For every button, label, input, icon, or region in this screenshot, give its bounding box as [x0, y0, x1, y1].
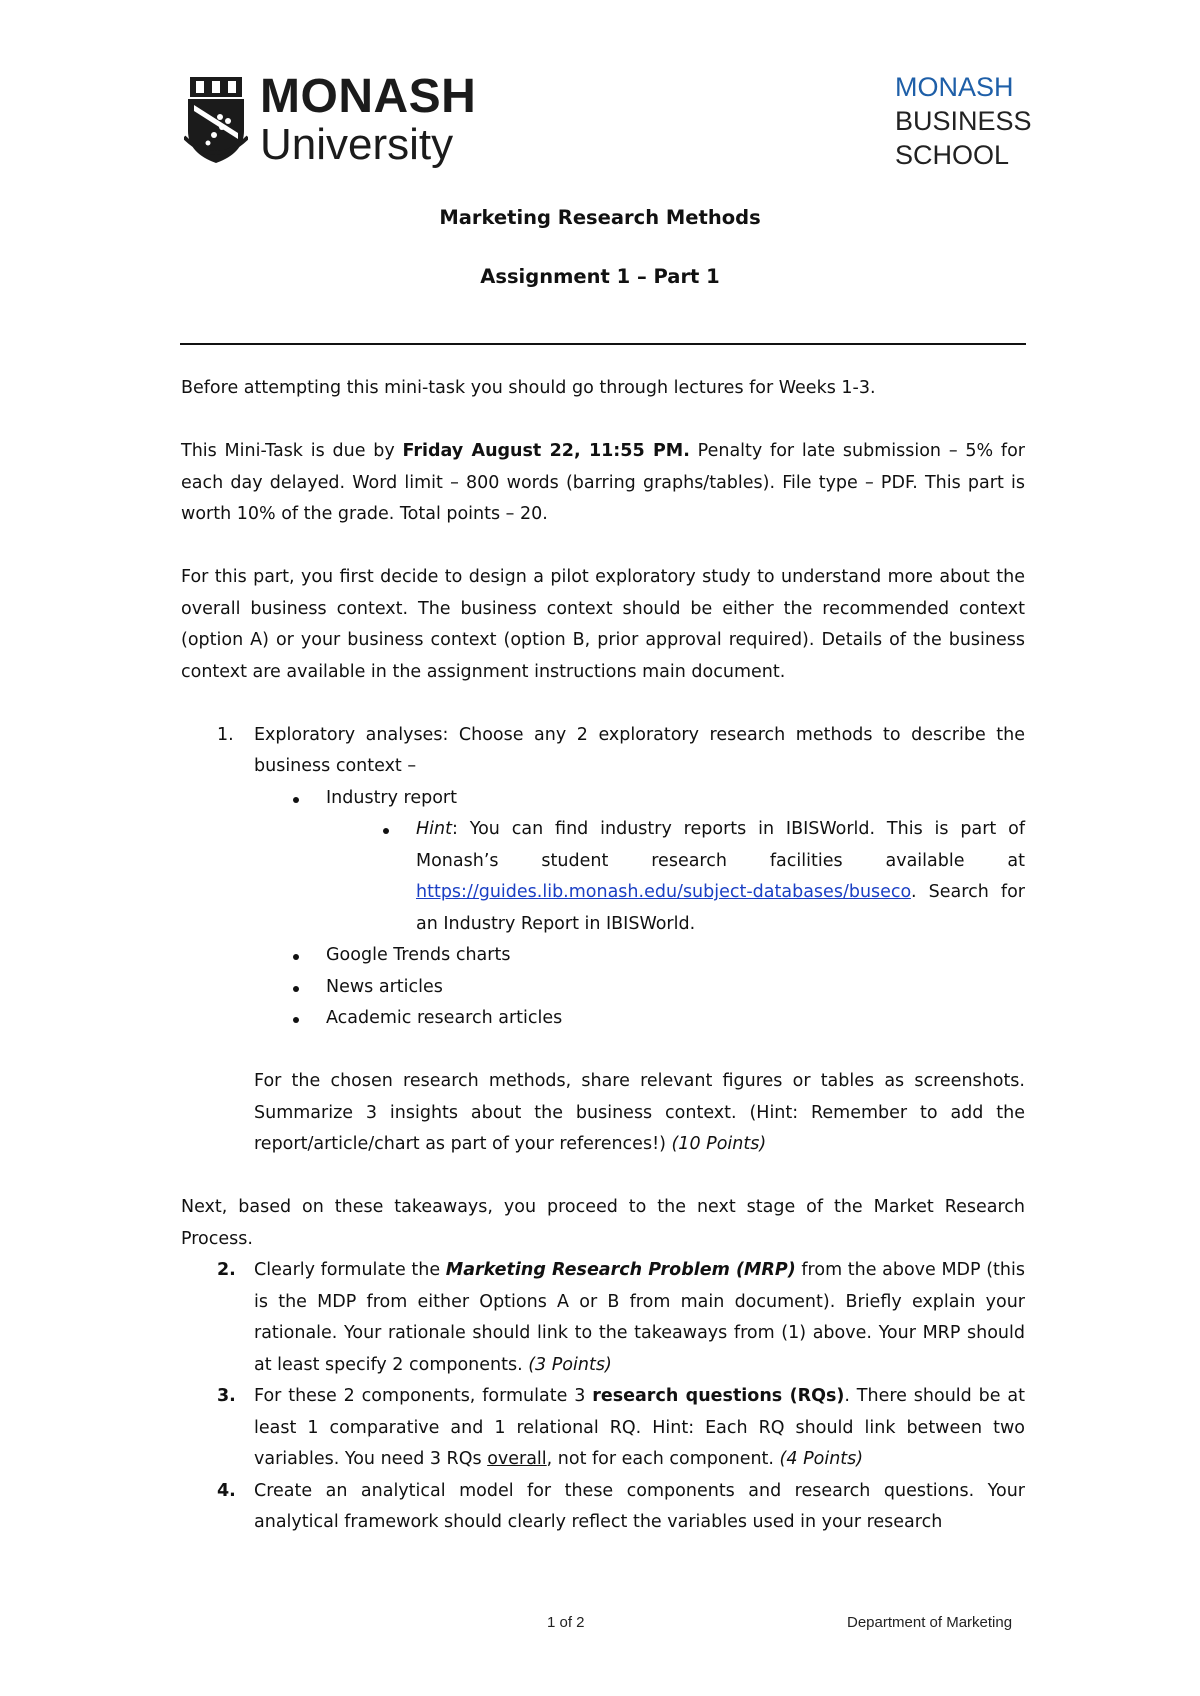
- task-item-1: [181, 720, 1025, 783]
- hint-item: Hint: You can find industry reports in IBISWorld. This is part of Monash’s student research facilities available at https://guides.lib.monash.edu/subject-databases/buseco. Search for an Industry Report in IBISWorld.: [181, 814, 1025, 940]
- task-item-4: 4. Create an analytical model for these components and research questions. Your analytical framework should clearly reflect the variables used in your research: [181, 1476, 1025, 1539]
- item-number: 2.: [217, 1260, 236, 1280]
- bullet-icon: [383, 828, 389, 834]
- document-subtitle: Assignment 1 – Part 1: [480, 265, 720, 288]
- points-label: (4 Points): [779, 1449, 864, 1469]
- logo-right-line3: SCHOOL: [895, 140, 1010, 170]
- task-item-2: 2. Clearly formulate the Marketing Research Problem (MRP) from the above MDP (this is the MDP from either Options A or B from main document). Briefly explain your rationale. Your rationale should link to the takeaways from (1) above. Your MRP should at least specify 2 components. (3 Points): [181, 1255, 1025, 1381]
- item1-followup: For the chosen research methods, share relevant figures or tables as screenshots. Summarize 3 insights about the business context. (Hint: Remember to add the report/article/chart as part of your references!) (10 Points): [254, 1071, 1025, 1154]
- ibisworld-link[interactable]: https://guides.lib.monash.edu/subject-databases/buseco: [416, 882, 911, 902]
- next-paragraph: Next, based on these takeaways, you proceed to the next stage of the Market Research Process.: [181, 1197, 1025, 1249]
- header-divider: [180, 343, 1026, 345]
- bullet-icon: [293, 797, 299, 803]
- list-item: Industry report: [181, 783, 1025, 815]
- footer-department: Department of Marketing: [847, 1614, 1013, 1631]
- points-label: (3 Points): [528, 1354, 612, 1375]
- monash-business-school-logo: [895, 70, 1032, 172]
- bullet-icon: [293, 1017, 299, 1023]
- list-item: Academic research articles: [181, 1003, 1025, 1035]
- logo-right-line1: MONASH: [895, 72, 1014, 102]
- document-body: [181, 373, 1025, 1539]
- context-paragraph: For this part, you first decide to design a pilot exploratory study to understand more about the overall business context. The business context should be either the recommended context (option A) or your business context (option B, prior approval required). Details of the business context are available in the assignment instructions main document.: [181, 567, 1025, 682]
- item-number: 4.: [217, 1480, 236, 1501]
- bullet-icon: [293, 986, 299, 992]
- points-label: (10 Points): [671, 1134, 767, 1154]
- list-item: News articles: [181, 972, 1025, 1004]
- due-date: Friday August 22, 11:55 PM.: [402, 441, 690, 461]
- monash-crest-icon: [184, 77, 248, 163]
- document-title: Marketing Research Methods: [439, 206, 761, 229]
- task-item-3: 3. For these 2 components, formulate 3 research questions (RQs). There should be at least 1 comparative and 1 relational RQ. Hint: Each RQ should link between two variables. You need 3 RQs overall, not for each component. (4 Points): [181, 1381, 1025, 1476]
- logo-right-line2: BUSINESS: [895, 106, 1032, 136]
- bullet-icon: [293, 954, 299, 960]
- due-paragraph: This Mini-Task is due by Friday August 22, 11:55 PM. Penalty for late submission – 5% for each day delayed. Word limit – 800 words (barring graphs/tables). File type – PDF. This part is worth 10% of the grade. Total points – 20.: [181, 441, 1025, 524]
- item-text: Exploratory analyses: Choose any 2 exploratory research methods to describe the business context –: [254, 724, 1025, 776]
- item-number: 3.: [217, 1386, 236, 1406]
- logo-word-university: University: [260, 120, 454, 169]
- intro-paragraph: Before attempting this mini-task you should go through lectures for Weeks 1-3.: [181, 378, 876, 398]
- monash-university-logo: [184, 70, 477, 169]
- logo-word-monash: MONASH: [260, 70, 477, 123]
- item-number: 1.: [217, 724, 234, 745]
- page-number: 1 of 2: [547, 1614, 585, 1631]
- list-item: Google Trends charts: [181, 940, 1025, 972]
